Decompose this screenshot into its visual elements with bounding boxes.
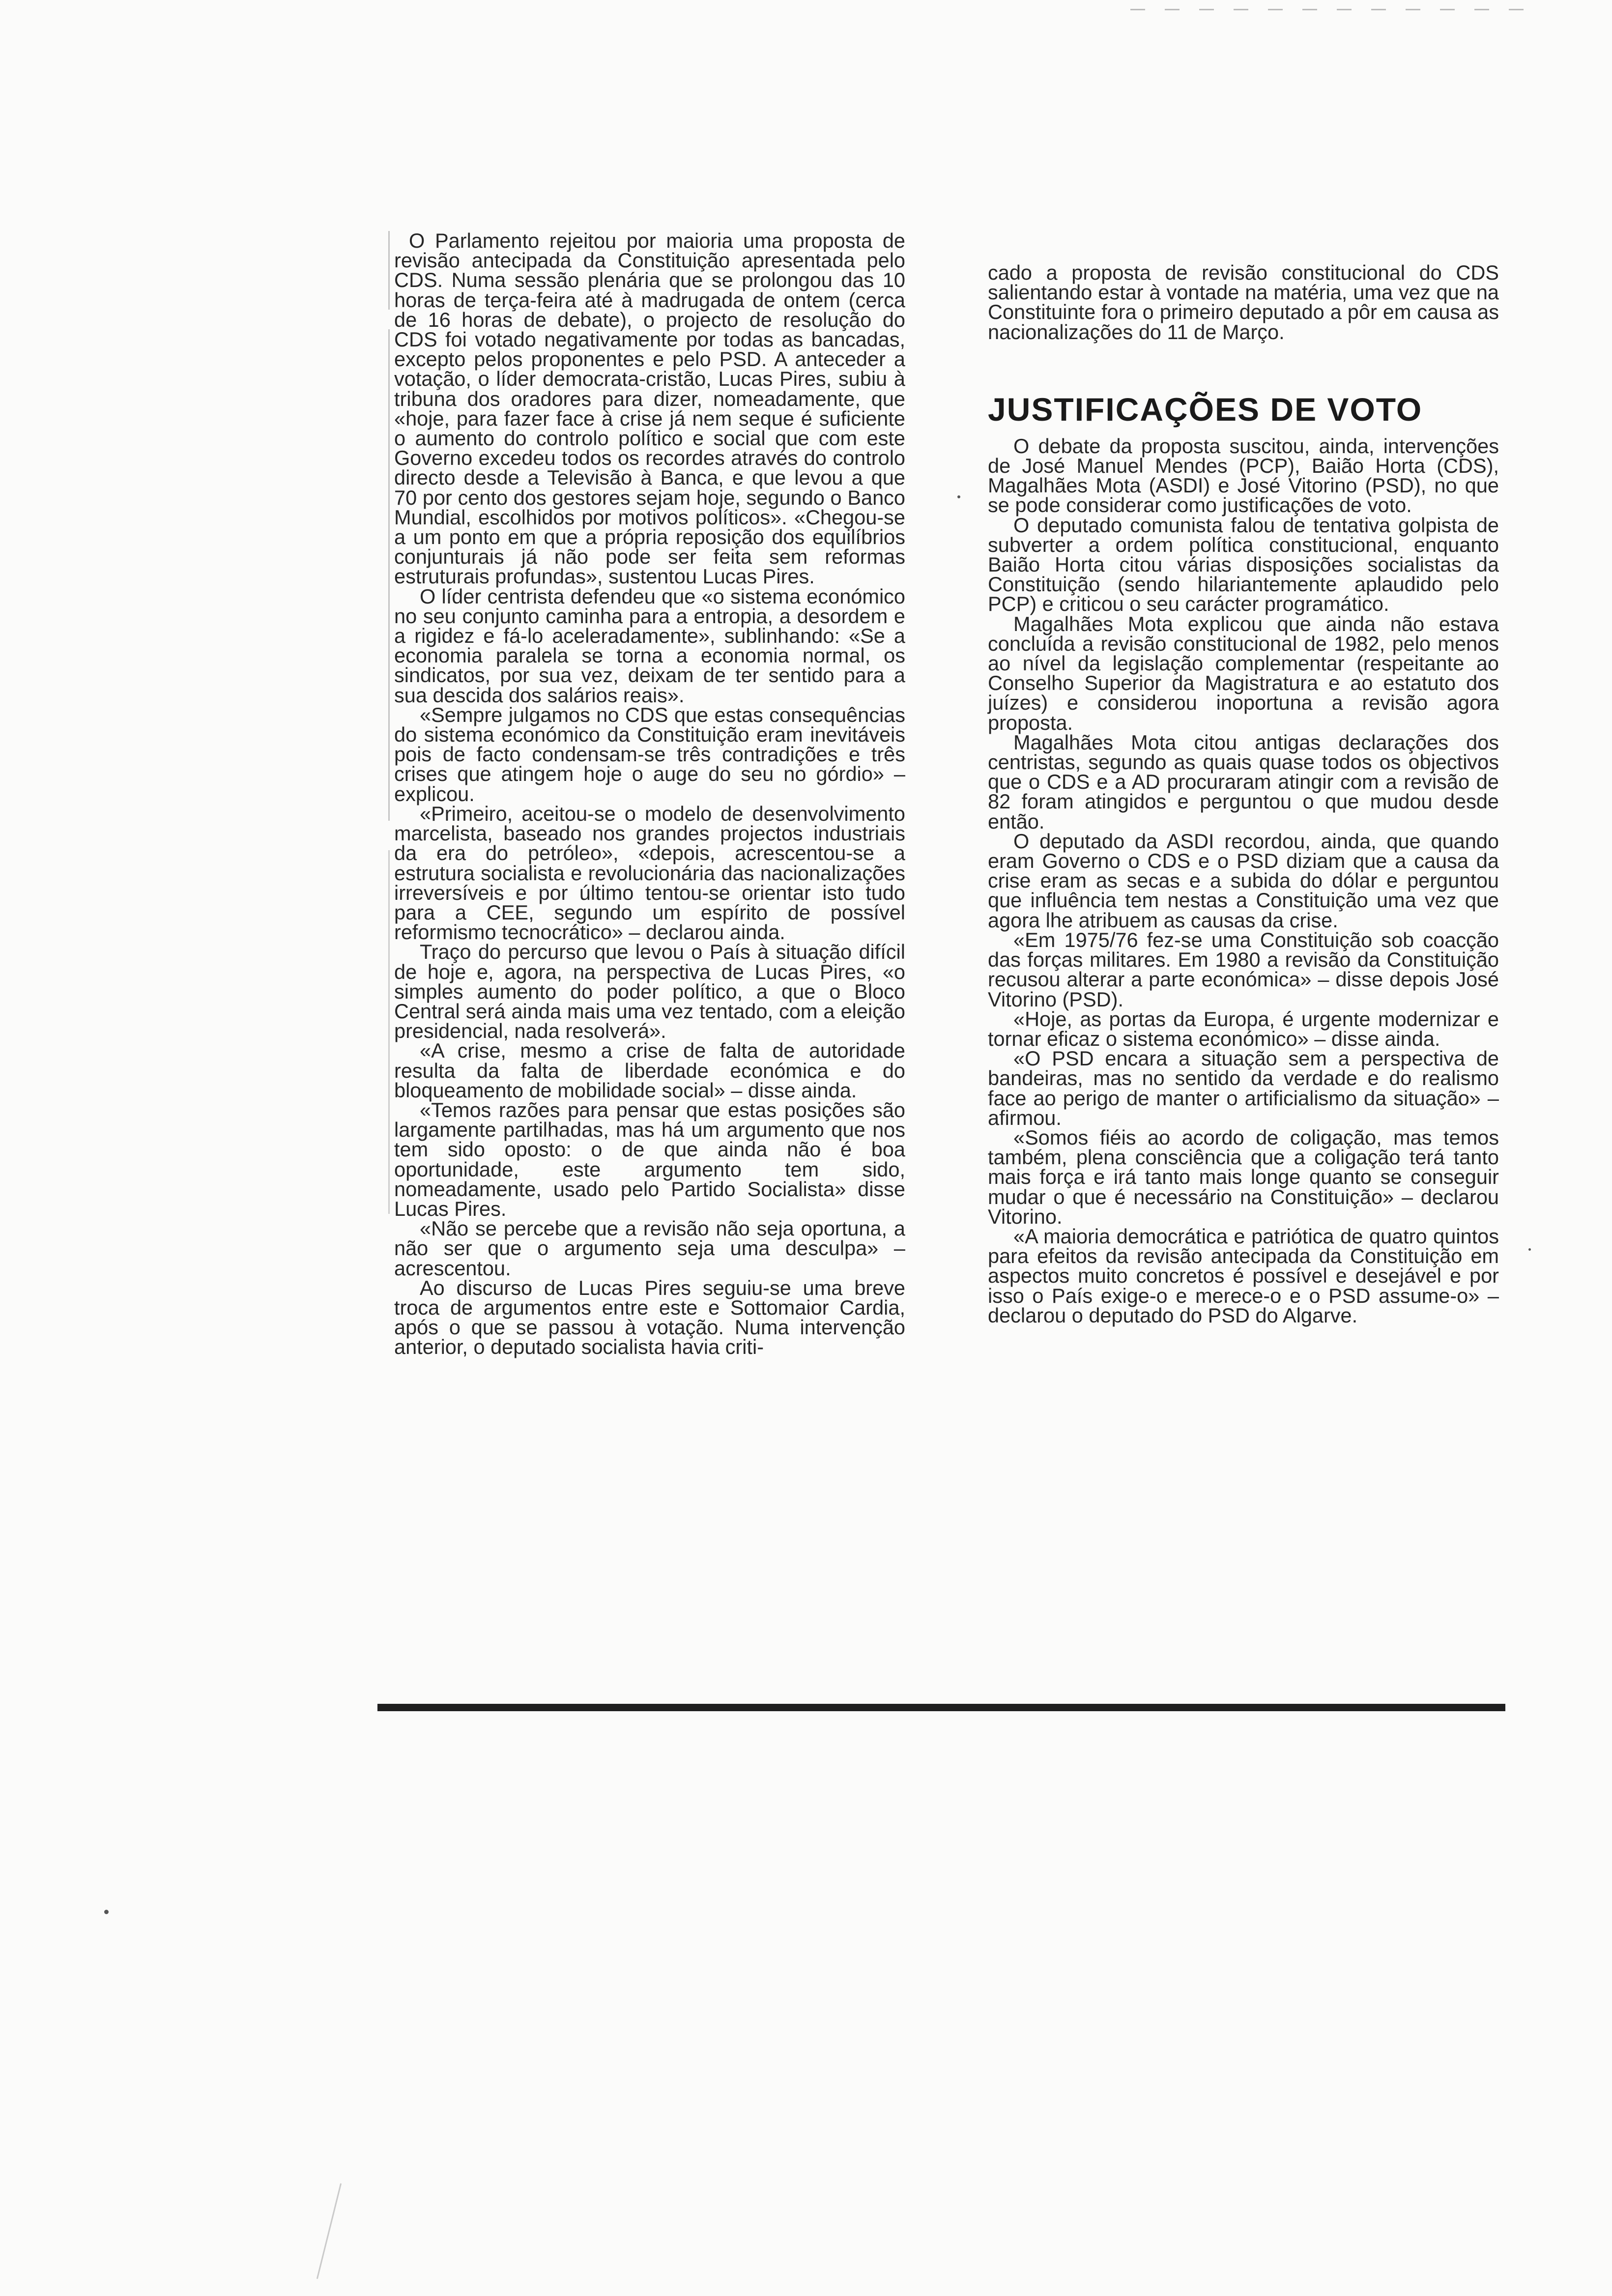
paragraph-continued: cado a proposta de revisão constitucional do CDS salientando estar à vontade na matéria, uma vez que na Constituinte fora o primeiro deputado a pôr em causa as nacionalizações do 11 de Março. (988, 261, 1499, 344)
paragraph: «A maioria democrática e patriótica de quatro quintos para efeitos da revisão antecipada da Constituição em aspectos muito concretos é possível e desejável e por isso o País exige-o e merece-o e o PSD assume-o» – declarou o deputado do PSD do Algarve. (988, 1224, 1499, 1327)
column-margin-line (388, 231, 390, 1214)
scan-speck (104, 1910, 109, 1914)
paragraph: O deputado da ASDI recordou, ainda, que quando eram Governo o CDS e o PSD diziam que a causa da crise eram as secas e a subida do dólar e perguntou que influência tem nestas a Constituição uma vez que agora lhe atribuem as causas da crise. (988, 829, 1499, 932)
paragraph: «Não se percebe que a revisão não seja oportuna, a não ser que o argumento seja uma desculpa» – acrescentou. (394, 1217, 905, 1280)
paragraph: «O PSD encara a situação sem a perspectiva de bandeiras, mas no sentido da verdade e do realismo face ao perigo de manter o artificialismo da situação» – afirmou. (988, 1047, 1499, 1129)
paragraph: O deputado comunista falou de tentativa golpista de subverter a ordem política constitucional, enquanto Baião Horta citou várias disposições socialistas da Constituição (sendo hilariantemente aplaudido pelo PCP) e criticou o seu carácter programático. (988, 513, 1499, 616)
paragraph: «Em 1975/76 fez-se uma Constituição sob coacção das forças militares. Em 1980 a revisão da Constituição recusou alterar a parte económica» – disse depois José Vitorino (PSD). (988, 928, 1499, 1011)
article-column-left (394, 231, 905, 1357)
paragraph: O Parlamento rejeitou por maioria uma proposta de revisão antecipada da Constituição apresentada pelo CDS. Numa sessão plenária que se prolongou das 10 horas de terça-feira até à madrugada de ontem (cerca de 16 horas de debate), o projecto de resolução do CDS foi votado negativamente por todas as bancadas, excepto pelos proponentes e pelo PSD. A anteceder a votação, o líder democrata-cristão, Lucas Pires, subiu à tribuna dos oradores para dizer, nomeadamente, que «hoje, para fazer face à crise já nem seque é suficiente o aumento do controlo político e social que com este Governo excedeu todos os recordes através do controlo directo desde a Televisão à Banca, e que levou a que 70 por cento dos gestores sejam hoje, segundo o Banco Mundial, escolhidos por motivos políticos». «Chegou-se a um ponto em que a própria reposição dos equilíbrios conjunturais já não pode ser feita sem reformas estruturais profundas», sustentou Lucas Pires. (394, 229, 905, 588)
bottom-rule (377, 1704, 1505, 1711)
section-heading: JUSTIFICAÇÕES DE VOTO (988, 391, 1423, 428)
scan-speck (957, 495, 960, 498)
paragraph: Magalhães Mota explicou que ainda não estava concluída a revisão constitucional de 1982, pelo menos ao nível da legislação complementar (respeitante ao Conselho Superior da Magistratura e ao estatuto dos juízes) e considerou inoportuna a revisão agora proposta. (988, 612, 1499, 734)
paragraph: Traço do percurso que levou o País à situação difícil de hoje e, agora, na perspectiva de Lucas Pires, «o simples aumento do poder político, a que o Bloco Central será ainda mais uma vez tentado, com a eleição presidencial, nada resolverá». (394, 940, 905, 1043)
paragraph: «Primeiro, aceitou-se o modelo de desenvolvimento marcelista, baseado nos grandes projectos industriais da era do petróleo», «depois, acrescentou-se a estrutura socialista e revolucionária das nacionalizações irreversíveis e por último tentou-se orientar isto tudo para a CEE, segundo um espírito de possível reformismo tecnocrático» – declarou ainda. (394, 802, 905, 944)
paragraph: «Somos fiéis ao acordo de coligação, mas temos também, plena consciência que a coligação terá tanto mais força e irá tanto mais longe quanto se conseguir mudar o que é necessário na Constituição» – declarou Vitorino. (988, 1125, 1499, 1228)
paragraph: «Hoje, as portas da Europa, é urgente modernizar e tornar eficaz o sistema económico» – disse ainda. (988, 1007, 1499, 1050)
paragraph: Ao discurso de Lucas Pires seguiu-se uma breve troca de argumentos entre este e Sottomaior Cardia, após o que se passou à votação. Numa intervenção anterior, o deputado socialista havia criti- (394, 1276, 905, 1359)
paragraph: «A crise, mesmo a crise de falta de autoridade resulta da falta de liberdade económica e do bloqueamento de mobilidade social» – disse ainda. (394, 1039, 905, 1102)
paragraph: «Sempre julgamos no CDS que estas consequências do sistema económico da Constituição eram inevitáveis pois de facto condensam-se três contradições e três crises que atingem hoje o auge do seu no górdio» – explicou. (394, 703, 905, 805)
scan-artifact-top (1130, 9, 1524, 10)
paragraph: O debate da proposta suscitou, ainda, intervenções de José Manuel Mendes (PCP), Baião Horta (CDS), Magalhães Mota (ASDI) e José Vitorino (PSD), no que se pode considerar como justificações de voto. (988, 434, 1499, 517)
scan-artifact-edge (317, 2183, 342, 2279)
paragraph: O líder centrista defendeu que «o sistema económico no seu conjunto caminha para a entropia, a desordem e a rigidez e fá-lo aceleradamente», sublinhando: «Se a economia paralela se torna a economia normal, os sindicatos, por sua vez, deixam de ter sentido para a sua descida dos salários reais». (394, 584, 905, 707)
paragraph: Magalhães Mota citou antigas declarações dos centristas, segundo as quais quase todos os objectivos que o CDS e a AD procuraram atingir com a revisão de 82 foram atingidos e perguntou o que mudou desde então. (988, 730, 1499, 833)
article-column-right (988, 263, 1499, 1325)
paragraph: «Temos razões para pensar que estas posições são largamente partilhadas, mas há um argumento que nos tem sido oposto: o de que ainda não é boa oportunidade, este argumento tem sido, nomeadamente, usado pelo Partido Socialista» disse Lucas Pires. (394, 1098, 905, 1220)
scan-speck (1528, 1248, 1531, 1251)
